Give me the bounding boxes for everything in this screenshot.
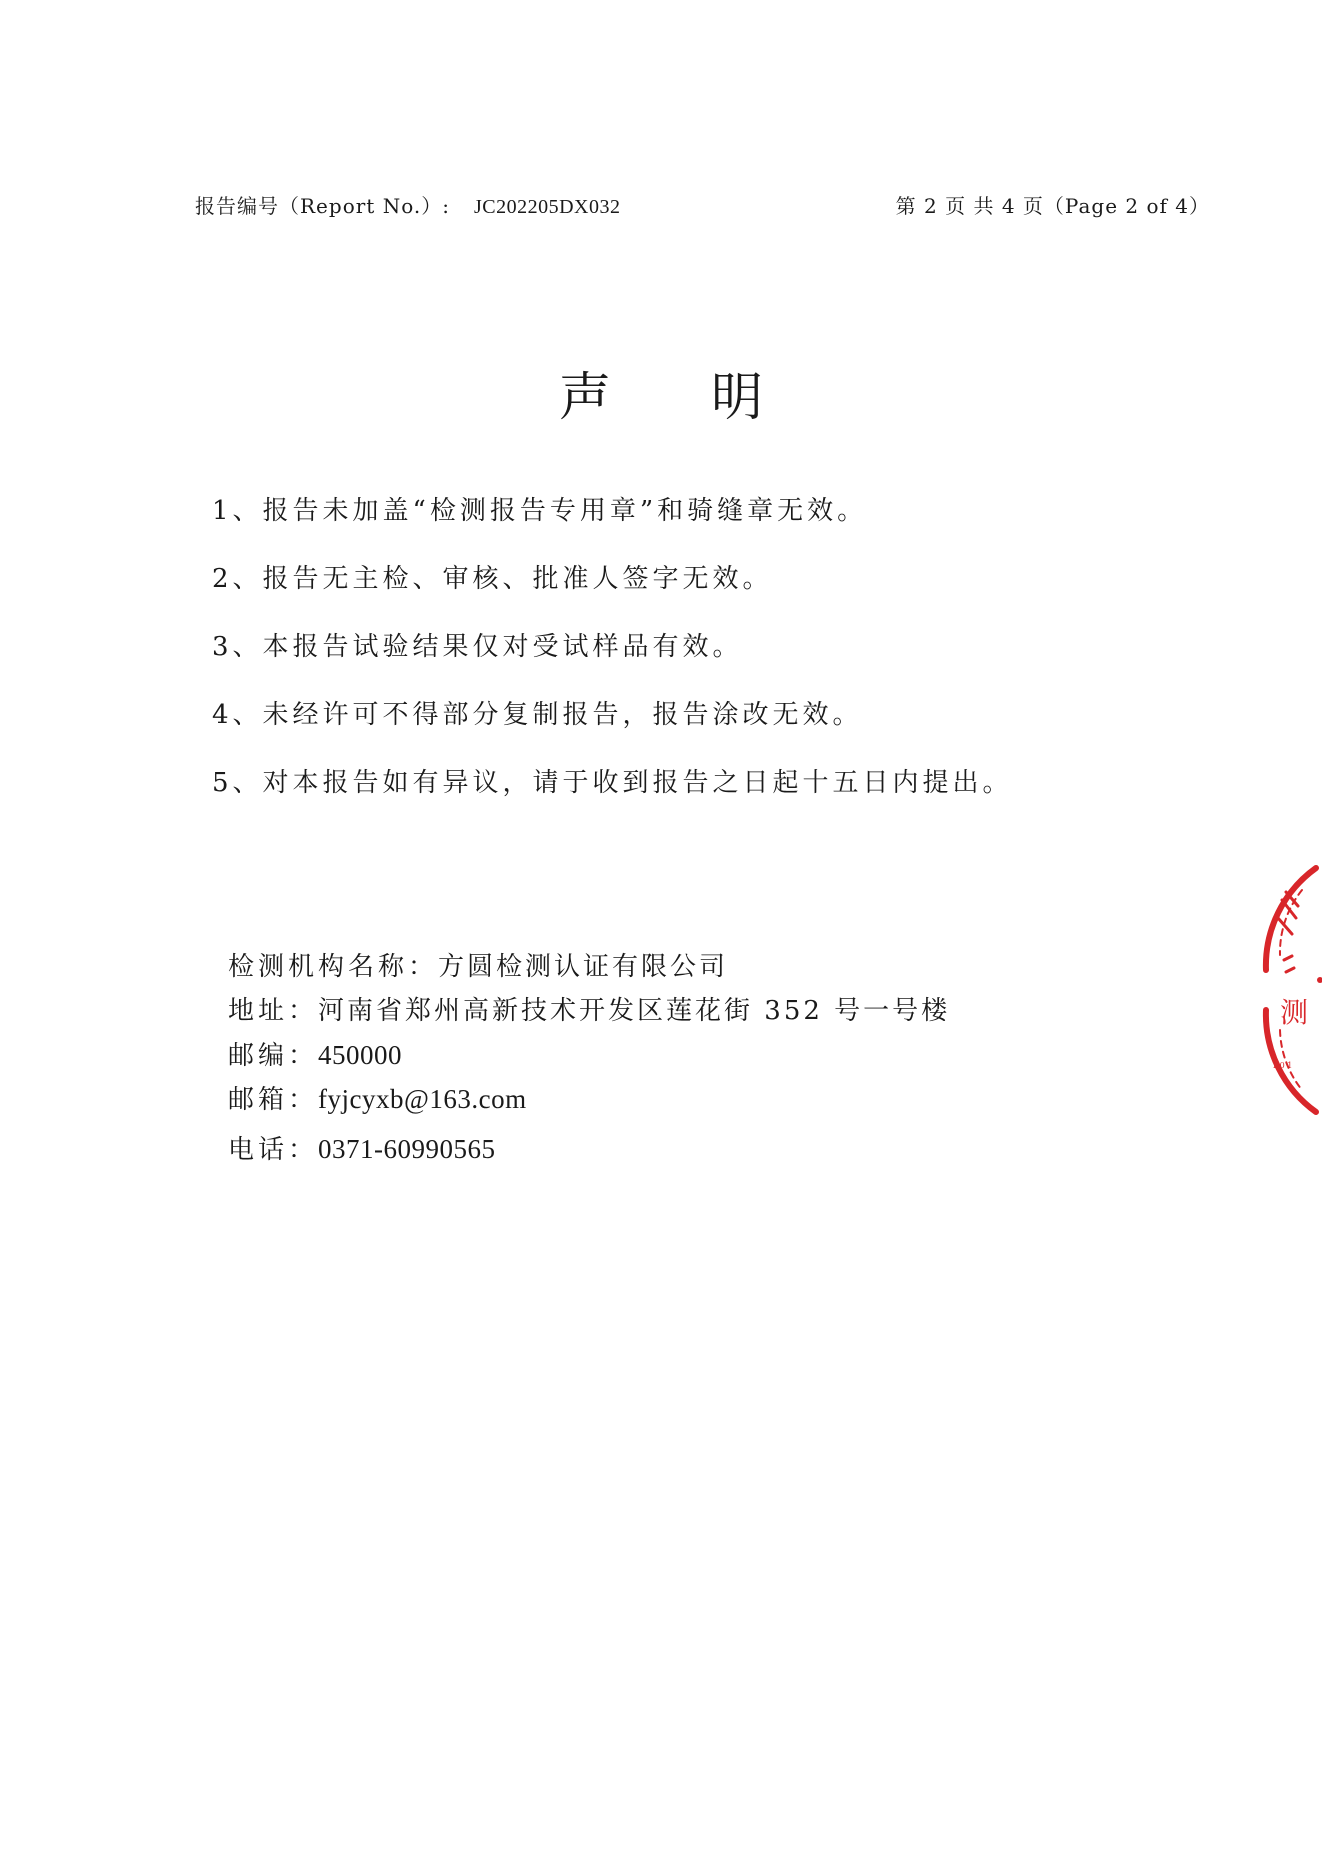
email-line — [228, 1077, 950, 1121]
postcode-line — [228, 1033, 950, 1077]
organization-name-line — [228, 945, 950, 989]
seal-number-fragment: 1 0 1 — [1272, 1061, 1293, 1070]
postcode-value: 450000 — [318, 1040, 403, 1070]
email-label: 邮箱： — [228, 1085, 319, 1115]
report-number-header — [195, 190, 621, 219]
seal-stamp-graphic — [1262, 860, 1322, 1120]
seal-outer-arc-top — [1266, 868, 1316, 970]
postcode-label: 邮编： — [228, 1041, 319, 1071]
phone-value: 0371-60990565 — [318, 1134, 496, 1164]
seal-character-fragment-mid — [1284, 956, 1294, 972]
address-value: 河南省郑州高新技术开发区莲花街 352 号一号楼 — [318, 996, 951, 1026]
declaration-item-5: 5、对本报告如有异议，请于收到报告之日起十五日内提出。 — [212, 768, 1013, 798]
address-label: 地址： — [228, 996, 319, 1026]
organization-name-label: 检测机构名称： — [228, 952, 439, 982]
report-number-value: JC202205DX032 — [473, 196, 621, 218]
declaration-item-3: 3、本报告试验结果仅对受试样品有效。 — [212, 632, 743, 662]
declaration-item-4: 4、未经许可不得部分复制报告，报告涂改无效。 — [212, 700, 863, 730]
seal-character-ce: 测 — [1280, 996, 1309, 1029]
email-value: fyjcyxb@163.com — [318, 1084, 527, 1114]
declaration-item-1: 1、报告未加盖“检测报告专用章”和骑缝章无效。 — [212, 496, 868, 526]
declaration-list — [212, 483, 1013, 823]
report-number-label: 报告编号（Report No.）: — [195, 194, 450, 218]
phone-label: 电话： — [228, 1135, 319, 1165]
phone-line — [228, 1127, 950, 1171]
address-line — [228, 989, 950, 1033]
page-indicator: 第 2 页 共 4 页（Page 2 of 4） — [895, 194, 1210, 218]
organization-name-value: 方圆检测认证有限公司 — [438, 952, 729, 982]
declaration-item-2: 2、报告无主检、审核、批准人签字无效。 — [212, 564, 773, 594]
organization-info — [228, 945, 950, 1171]
page-title: 声明 — [558, 368, 863, 428]
seal-dot — [1317, 977, 1322, 983]
seal-stamp-partial — [1262, 860, 1322, 1120]
